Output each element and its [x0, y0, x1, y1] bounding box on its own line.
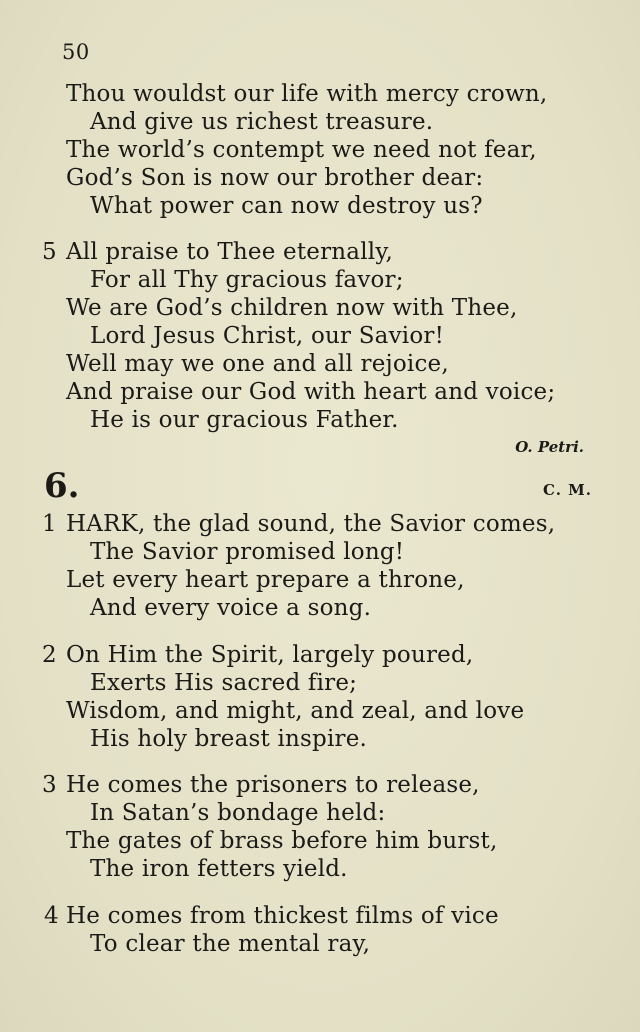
stanza-line: He comes from thickest films of vice: [66, 903, 499, 929]
stanza-line: Wisdom, and might, and zeal, and love: [66, 698, 525, 724]
stanza-line: Lord Jesus Christ, our Savior!: [90, 323, 445, 349]
stanza-line: His holy breast inspire.: [90, 726, 368, 752]
stanza-line: The Savior promised long!: [90, 539, 405, 565]
stanza-line: He comes the prisoners to release,: [66, 772, 480, 798]
stanza-line: We are God’s children now with Thee,: [66, 295, 518, 321]
page-number: 50: [62, 40, 90, 64]
stanza-line: What power can now destroy us?: [90, 193, 483, 219]
stanza-line: On Him the Spirit, largely poured,: [66, 642, 474, 668]
verse-number: 4: [44, 903, 59, 929]
stanza-line: For all Thy gracious favor;: [90, 267, 404, 293]
verse-number: 5: [42, 239, 57, 265]
stanza-line: And every voice a song.: [90, 595, 372, 621]
hymn-author: O. Petri.: [515, 438, 584, 456]
verse-number: 3: [42, 772, 57, 798]
stanza-line: The gates of brass before him burst,: [66, 828, 498, 854]
stanza-line: Exerts His sacred fire;: [90, 670, 358, 696]
stanza-line: Well may we one and all rejoice,: [66, 351, 449, 377]
stanza-line: All praise to Thee eternally,: [66, 239, 393, 265]
stanza-line: And praise our God with heart and voice;: [66, 379, 556, 405]
stanza-line: Thou wouldst our life with mercy crown,: [66, 81, 548, 107]
stanza-line: And give us richest treasure.: [90, 109, 434, 135]
stanza-line: In Satan’s bondage held:: [90, 800, 386, 826]
verse-number: 1: [42, 511, 57, 537]
stanza-line: HARK, the glad sound, the Savior comes,: [66, 511, 556, 537]
verse-number: 2: [42, 642, 57, 668]
stanza-line: Let every heart prepare a throne,: [66, 567, 465, 593]
stanza-line: He is our gracious Father.: [90, 407, 399, 433]
hymn-meter: C. M.: [543, 481, 592, 499]
stanza-line: To clear the mental ray,: [90, 931, 371, 957]
hymn-number: 6.: [44, 466, 80, 506]
stanza-line: God’s Son is now our brother dear:: [66, 165, 484, 191]
stanza-line: The world’s contempt we need not fear,: [66, 137, 537, 163]
stanza-line: The iron fetters yield.: [90, 856, 348, 882]
